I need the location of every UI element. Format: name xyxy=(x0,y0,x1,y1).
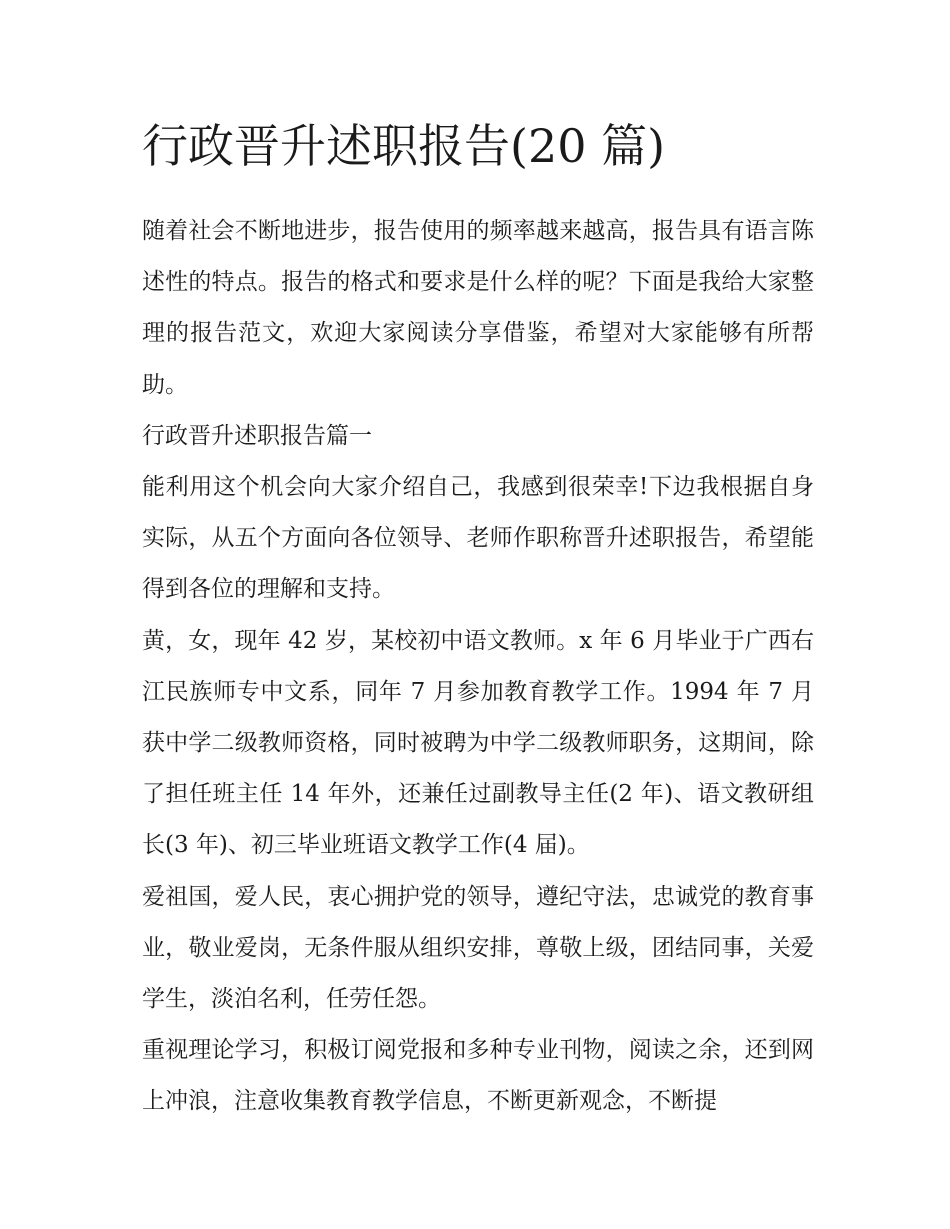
body-paragraph-background: 黄，女，现年 42 岁，某校初中语文教师。x 年 6 月毕业于广西右江民族师专中文系，同年 7 月参加教育教学工作。1994 年 7 月获中学二级教师资格，同时被聘为中学二级教师职务，这期间，除了担任班主任 14 年外，还兼任过副教导主任(2 年)、语文教研组长(3 年)、初三毕业班语文教学工作(4 届)。 xyxy=(142,627,814,859)
section-heading: 行政晋升述职报告篇一 xyxy=(142,422,372,449)
document-body xyxy=(142,206,814,1128)
document-page xyxy=(142,112,814,1128)
intro-paragraph: 随着社会不断地进步，报告使用的频率越来越高，报告具有语言陈述性的特点。报告的格式和要求是什么样的呢？下面是我给大家整理的报告范文，欢迎大家阅读分享借鉴，希望对大家能够有所帮助。 xyxy=(142,218,814,398)
body-paragraph-study: 重视理论学习，积极订阅党报和多种专业刊物，阅读之余，还到网上冲浪，注意收集教育教学信息，不断更新观念，不断提 xyxy=(142,1037,814,1115)
body-paragraph-conduct: 爱祖国，爱人民，衷心拥护党的领导，遵纪守法，忠诚党的教育事业，敬业爱岗，无条件服从组织安排，尊敬上级，团结同事，关爱学生，淡泊名利，任劳任怨。 xyxy=(142,883,814,1013)
body-paragraph-opening: 能利用这个机会向大家介绍自己，我感到很荣幸!下边我根据自身实际，从五个方面向各位领导、老师作职称晋升述职报告，希望能得到各位的理解和支持。 xyxy=(142,474,814,603)
document-title: 行政晋升述职报告(20 篇) xyxy=(142,119,666,173)
